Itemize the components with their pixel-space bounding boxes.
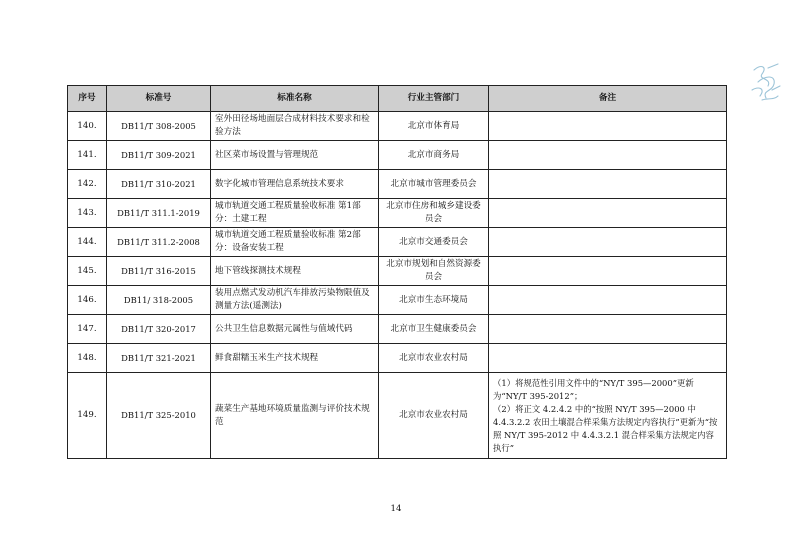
cell-remarks [489,199,727,228]
header-remarks: 备注 [489,86,727,112]
cell-standard-name: 公共卫生信息数据元属性与值域代码 [211,315,379,344]
cell-remarks [489,315,727,344]
cell-department: 北京市卫生健康委员会 [379,315,489,344]
cell-department: 北京市规划和自然资源委员会 [379,257,489,286]
cell-standard-code: DB11/T 309-2021 [107,141,211,170]
header-standard-name: 标准名称 [211,86,379,112]
table-row [68,344,727,373]
cell-serial: 140. [68,112,107,141]
cell-standard-code: DB11/T 320-2017 [107,315,211,344]
table-row [68,315,727,344]
cell-standard-code: DB11/T 310-2021 [107,170,211,199]
header-department: 行业主管部门 [379,86,489,112]
table-header-row [68,86,727,112]
cell-serial: 144. [68,228,107,257]
cell-standard-code: DB11/T 321-2021 [107,344,211,373]
cell-remarks [489,228,727,257]
cell-serial: 147. [68,315,107,344]
cell-standard-code: DB11/T 325-2010 [107,373,211,459]
cell-remarks [489,112,727,141]
cell-department: 北京市住房和城乡建设委员会 [379,199,489,228]
cell-remarks: （1）将规范性引用文件中的“NY/T 395—2000”更新为“NY/T 395-2012”； （2）将正文 4.2.4.2 中的“按照 NY/T 395—2000 中 4.4.3.2.2 农田土壤混合样采集方法规定内容执行”更新为“按照 NY/T 395-2012 中 4.4.3.2.1 混合样采集方法规定内容执行” [489,373,727,459]
cell-department: 北京市生态环境局 [379,286,489,315]
header-serial: 序号 [68,86,107,112]
cell-standard-name: 室外田径场地面层合成材料技术要求和检验方法 [211,112,379,141]
cell-standard-name: 城市轨道交通工程质量验收标准 第1部分：土建工程 [211,199,379,228]
cell-department: 北京市体育局 [379,112,489,141]
cell-remarks [489,344,727,373]
page-number: 14 [390,504,402,514]
table-row [68,257,727,286]
header-standard-code: 标准号 [107,86,211,112]
table-row [68,373,727,459]
cell-remarks [489,141,727,170]
cell-standard-name: 城市轨道交通工程质量验收标准 第2部分：设备安装工程 [211,228,379,257]
cell-department: 北京市交通委员会 [379,228,489,257]
table-row [68,112,727,141]
cell-remarks [489,286,727,315]
cell-standard-name: 蔬菜生产基地环境质量监测与评价技术规范 [211,373,379,459]
cell-department: 北京市农业农村局 [379,344,489,373]
cell-department: 北京市商务局 [379,141,489,170]
cell-standard-code: DB11/ 318-2005 [107,286,211,315]
cell-serial: 142. [68,170,107,199]
cell-standard-name: 装用点燃式发动机汽车排放污染物限值及测量方法(遥测法) [211,286,379,315]
cell-standard-code: DB11/T 311.2-2008 [107,228,211,257]
cell-serial: 145. [68,257,107,286]
cell-department: 北京市城市管理委员会 [379,170,489,199]
cell-serial: 149. [68,373,107,459]
cell-department: 北京市农业农村局 [379,373,489,459]
cell-standard-name: 数字化城市管理信息系统技术要求 [211,170,379,199]
cell-standard-name: 地下管线探测技术规程 [211,257,379,286]
table-row [68,286,727,315]
cell-standard-code: DB11/T 316-2015 [107,257,211,286]
cell-standard-name: 社区菜市场设置与管理规范 [211,141,379,170]
cell-standard-name: 鲜食甜糯玉米生产技术规程 [211,344,379,373]
cell-serial: 141. [68,141,107,170]
standards-table [67,85,727,459]
cell-remarks [489,170,727,199]
cell-standard-code: DB11/T 308-2005 [107,112,211,141]
cell-serial: 146. [68,286,107,315]
cell-standard-code: DB11/T 311.1-2019 [107,199,211,228]
cell-serial: 148. [68,344,107,373]
table-row [68,170,727,199]
cell-serial: 143. [68,199,107,228]
table-row [68,199,727,228]
watermark-seal [748,60,784,106]
cell-remarks [489,257,727,286]
table-row [68,228,727,257]
table-row [68,141,727,170]
